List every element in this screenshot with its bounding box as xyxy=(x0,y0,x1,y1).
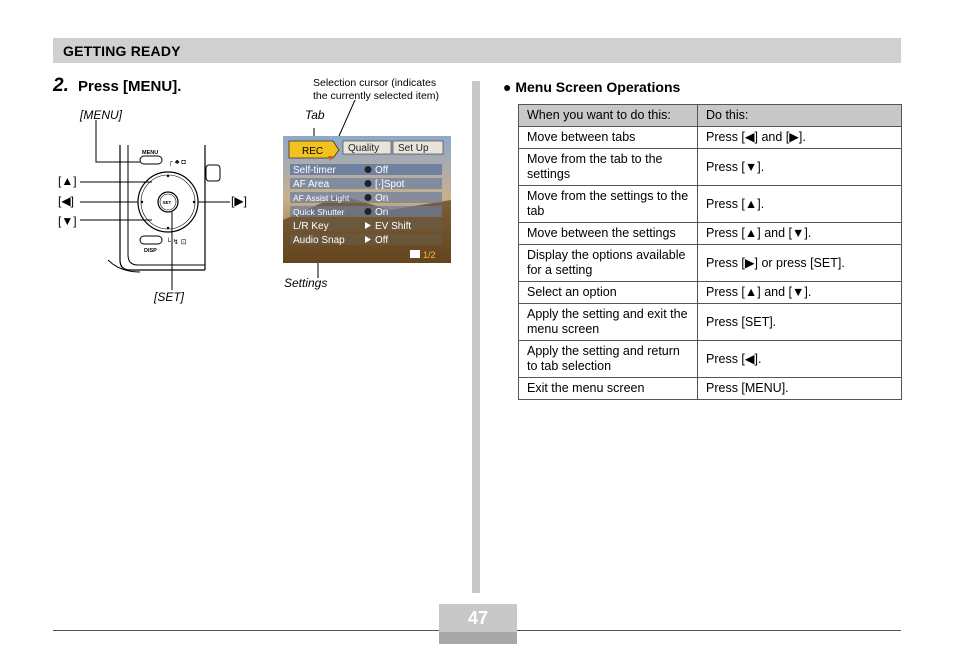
table-cell: Press [▲] and [▼]. xyxy=(698,282,902,304)
page-indicator: 1/2 xyxy=(423,250,436,260)
table-cell: Move between tabs xyxy=(519,127,698,149)
table-row xyxy=(519,186,902,223)
page-number: 47 xyxy=(467,608,489,628)
step-number: 2. xyxy=(53,75,69,96)
table-cell: Select an option xyxy=(519,282,698,304)
table-cell: Press [MENU]. xyxy=(698,378,902,400)
page-number-box-base xyxy=(439,632,517,644)
table-cell: Move from the settings to the tab xyxy=(519,186,698,223)
tab-quality: Quality xyxy=(348,143,380,154)
table-row xyxy=(519,304,902,341)
disp-button-text: DISP xyxy=(144,248,157,254)
table-cell: Press [◀]. xyxy=(698,341,902,378)
table-cell: Press [▶] or press [SET]. xyxy=(698,245,902,282)
down-key-label: [▼] xyxy=(58,214,77,228)
set-button-label: [SET] xyxy=(154,290,185,304)
menu-button-text: MENU xyxy=(142,150,159,156)
value-af-area: [·]Spot xyxy=(375,179,405,190)
up-key-label: [▲] xyxy=(58,174,77,188)
operations-title: ● Menu Screen Operations xyxy=(503,79,681,95)
value-self-timer: Off xyxy=(375,165,389,176)
camera-back-illustration xyxy=(80,120,240,295)
svg-text:└ ↯ ⊡: └ ↯ ⊡ xyxy=(166,239,187,246)
setting-af-assist-light: AF Assist Light xyxy=(293,193,350,203)
table-cell: Display the options available for a setting xyxy=(519,245,698,282)
table-header-row xyxy=(519,105,902,127)
table-cell: Press [◀] and [▶]. xyxy=(698,127,902,149)
svg-text:┌ ♣ ◘: ┌ ♣ ◘ xyxy=(168,159,186,166)
tab-setup: Set Up xyxy=(398,143,429,154)
right-key-label: [▶] xyxy=(231,194,247,208)
operations-table xyxy=(518,104,902,400)
table-row xyxy=(519,127,902,149)
settings-callout: Settings xyxy=(284,276,328,290)
table-cell: Press [▲] and [▼]. xyxy=(698,223,902,245)
left-key-label: [◀] xyxy=(58,194,74,208)
table-cell: Apply the setting and return to tab selection xyxy=(519,341,698,378)
table-row xyxy=(519,282,902,304)
table-cell: Press [▼]. xyxy=(698,149,902,186)
setting-lr-key: L/R Key xyxy=(293,221,329,232)
table-cell: Exit the menu screen xyxy=(519,378,698,400)
column-header-when: When you want to do this: xyxy=(519,105,698,127)
setting-quick-shutter: Quick Shutter xyxy=(293,207,345,217)
tab-rec: REC xyxy=(302,146,324,157)
table-row xyxy=(519,149,902,186)
setting-af-area: AF Area xyxy=(293,179,330,190)
value-af-assist-light: On xyxy=(375,193,389,204)
menu-button-label: [MENU] xyxy=(80,108,122,122)
table-cell: Apply the setting and exit the menu screen xyxy=(519,304,698,341)
table-row xyxy=(519,378,902,400)
column-divider xyxy=(472,81,480,593)
table-cell: Press [SET]. xyxy=(698,304,902,341)
column-header-do: Do this: xyxy=(698,105,902,127)
camera-lcd-menu-screen xyxy=(280,100,455,278)
value-lr-key: EV Shift xyxy=(375,221,412,232)
table-cell: Move from the tab to the settings xyxy=(519,149,698,186)
table-cell: Move between the settings xyxy=(519,223,698,245)
set-button-text: SET xyxy=(162,200,172,205)
value-audio-snap: Off xyxy=(375,235,389,246)
setting-audio-snap: Audio Snap xyxy=(293,235,345,246)
selection-cursor-callout: Selection cursor (indicates the currently selected item) xyxy=(313,77,440,102)
table-row xyxy=(519,223,902,245)
table-row xyxy=(519,341,902,378)
section-title: GETTING READY xyxy=(63,43,181,59)
step-instruction: Press [MENU]. xyxy=(78,78,182,95)
table-cell: Press [▲]. xyxy=(698,186,902,223)
table-row xyxy=(519,245,902,282)
value-quick-shutter: On xyxy=(375,207,389,218)
setting-self-timer: Self-timer xyxy=(293,165,336,176)
tab-callout: Tab xyxy=(305,108,325,122)
